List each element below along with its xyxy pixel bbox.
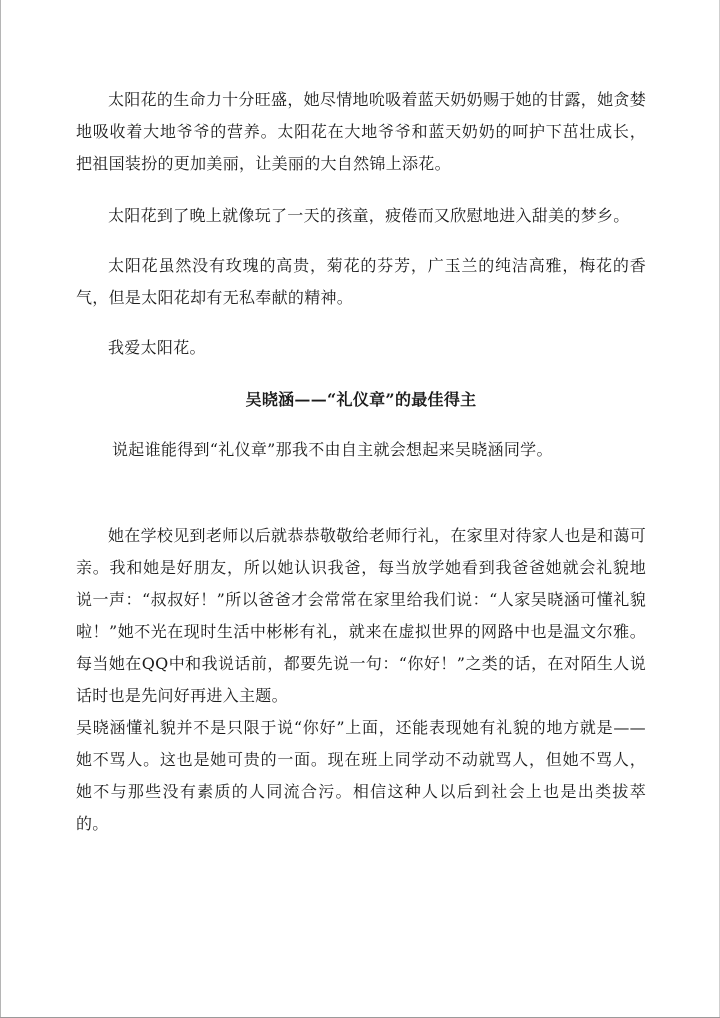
page-border-left xyxy=(0,0,1,1018)
paragraph-intro: 说起谁能得到“礼仪章”那我不由自主就会想起来吴晓涵同学。 xyxy=(112,440,553,459)
paragraph-sunflower-night: 太阳花到了晚上就像玩了一天的孩童，疲倦而又欣慰地进入甜美的梦乡。 xyxy=(108,206,630,225)
paragraph-sunflower-vitality: 太阳花的生命力十分旺盛，她尽情地吮吸着蓝天奶奶赐于她的甘露，她贪婪地吸收着大地爷爷的营养。太阳花在大地爷爷和蓝天奶奶的呵护下茁壮成长，把祖国装扮的更加美丽，让美丽的大自然锦上添花。 xyxy=(76,90,646,173)
document-body xyxy=(76,84,646,840)
paragraph-body: 她在学校见到老师以后就恭恭敬敬给老师行礼，在家里对待家人也是和蔼可亲。我和她是好朋友，所以她认识我爸，每当放学她看到我爸爸她就会礼貌地说一声：“叔叔好！”所以爸爸才会常常在家里给我们说：“人家吴晓涵可懂礼貌啦！”她不光在现时生活中彬彬有礼，就来在虚拟世界的网路中也是温文尔雅。每当她在QQ中和我说话前，都要先说一句：“你好！”之类的话，在对陌生人说话时也是先问好再进入主题。 xyxy=(76,526,646,705)
paragraph-i-love-sunflower: 我爱太阳花。 xyxy=(108,338,206,357)
essay-title: 吴晓涵——“礼仪章”的最佳得主 xyxy=(245,390,477,409)
paragraph-last: 吴晓涵懂礼貌并不是只限于说“你好”上面，还能表现她有礼貌的地方就是——她不骂人。这也是她可贵的一面。现在班上同学动不动就骂人，但她不骂人，她不与那些没有素质的人同流合污。相信这种人以后到社会上也是出类拔萃的。 xyxy=(76,718,646,833)
paragraph-sunflower-spirit: 太阳花虽然没有玫瑰的高贵，菊花的芬芳，广玉兰的纯洁高雅，梅花的香气，但是太阳花却有无私奉献的精神。 xyxy=(76,256,646,307)
